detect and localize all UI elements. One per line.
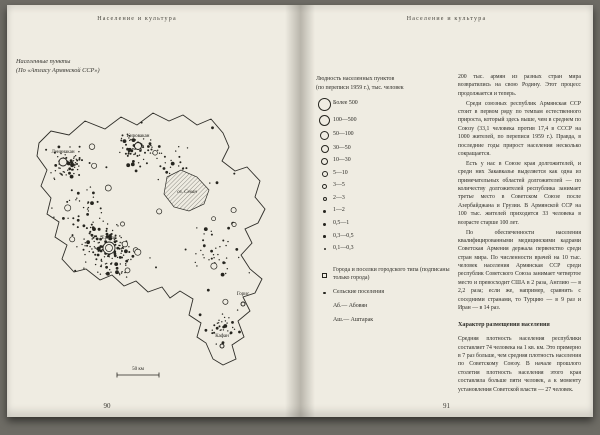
legend-item [316, 182, 450, 190]
legend-item-label: 3—5 [333, 182, 345, 189]
legend-item [316, 131, 450, 140]
body-paragraphs [458, 73, 581, 312]
scale-bar [117, 367, 159, 378]
settlement-size-icon [316, 131, 333, 140]
legend-item-label: 0,1—0,3 [333, 245, 354, 252]
legend-item-label: 2—3 [333, 194, 345, 201]
paragraph: Средняя плотность населения республики составляет 74 человека на 1 кв. км. Это примерно в 7 раз больше, чем средняя плотность населения по Советскому Союзу. В начале прошлого столетия плотность населения этого края составляла больше пяти человек, а к моменту установления Советской власти — 27 человек. [458, 336, 581, 393]
map-caption [16, 57, 100, 76]
legend-item-label: 50—100 [333, 131, 354, 138]
legend-title-line1: Людность населенных пунктов [316, 76, 395, 82]
book-spread [7, 5, 593, 417]
legend-item-label: 1—2 [333, 207, 345, 214]
settlement-size-icon [316, 223, 333, 226]
town-square-icon [316, 273, 333, 278]
map-caption-line2: (По «Атласу Армянской ССР») [16, 67, 100, 75]
legend-title [316, 75, 450, 93]
settlement-size-icon [316, 210, 333, 214]
page-number-right: 91 [443, 402, 450, 410]
page-left [7, 5, 300, 417]
legend-item-label: 0,3—0,5 [333, 232, 354, 239]
settlement-size-icon [316, 158, 333, 165]
legend-item [316, 245, 450, 253]
paragraph: Есть у нас в Союзе края долгожителей, и среди них Закавказье выделяется как одна из примечательных областей долгожителей — по количеству долгожителей республика занимает третье место в Советском Союзе после Азербайджана и Грузии. В Армянской ССР на 100 тыс. жителей приходится 33 человека в возрасте старше 100 лет. [458, 160, 581, 226]
svg-text:Горис: Горис [236, 292, 250, 297]
legend-type-list [316, 267, 450, 325]
svg-text:Ереван: Ереван [101, 236, 117, 241]
paragraph: Среди союзных республик Армянская ССР стоит в первом ряду по темпам естественного прироста, который здесь выше, чем в среднем по Союзу (33,1 человека против 17,4 в СССР на 1000 жителей, по переписи 1959 г.). Правда, в последние годы прирост населения несколько сокращается. [458, 100, 581, 158]
settlement-dots [45, 122, 250, 345]
legend-item [316, 170, 450, 178]
section-heading: Характер размещения населения [458, 322, 550, 329]
legend-item [316, 207, 450, 215]
legend-item [316, 233, 450, 241]
legend-item [316, 157, 450, 165]
svg-text:Ленинакан: Ленинакан [51, 150, 75, 155]
settlement-size-icon [316, 184, 333, 189]
legend-item-label: 0,5—1 [333, 220, 350, 227]
armenia-map [17, 89, 289, 385]
legend-type-label: Сельские поселения [333, 289, 385, 296]
map-labels [51, 134, 249, 348]
legend-item [316, 195, 450, 203]
legend-type-item [316, 267, 450, 283]
settlement-size-icon [316, 115, 333, 126]
page-right [300, 5, 593, 417]
legend-item [316, 98, 450, 111]
map-caption-line1: Населенные пункты [16, 58, 71, 65]
map-content [37, 113, 265, 378]
legend-item [316, 115, 450, 126]
settlement-size-icon [316, 171, 333, 177]
settlement-size-icon [316, 235, 333, 238]
running-head-left: Население и культура [97, 16, 177, 22]
running-head-right: Население и культура [406, 16, 487, 22]
legend-type-label: Аш.— Аштарак [333, 317, 374, 324]
svg-text:Кировакан: Кировакан [126, 134, 150, 139]
legend-type-item [316, 289, 450, 297]
scale-label: 50 км [132, 367, 144, 372]
legend-list [316, 98, 450, 254]
legend-type-label: Аб.— Абовян [333, 303, 368, 310]
body-text-column [458, 73, 581, 396]
settlement-size-icon [316, 98, 333, 111]
svg-text:оз. Севан: оз. Севан [177, 190, 197, 195]
paragraph: По обеспеченности населения квалифицированными медицинскими кадрами Советская Армения держала первенство среди стран мира. По численности врачей на 10 тыс. человек населения Армянская ССР среди республик Советского Союза занимает четвертое место и превосходит США в 2 раза, Англию — в 2,2 раза; если же, например, сравнить с соседними странами, то Турцию — в 9 раз и Иран — в 14 раз. [458, 229, 581, 312]
settlement-size-icon [316, 197, 333, 201]
settlement-size-icon [316, 145, 333, 153]
settlement-size-icon [316, 248, 333, 250]
body-paragraphs-after [458, 335, 581, 394]
legend-type-item [316, 317, 450, 325]
page-number-left: 90 [103, 402, 111, 410]
legend-item [316, 220, 450, 228]
legend-title-line2: (по переписи 1959 г.), тыс. человек [316, 84, 404, 91]
legend-item-label: 30—50 [333, 144, 351, 151]
svg-text:Кафан: Кафан [215, 334, 229, 339]
legend-item-label: 10—30 [333, 157, 351, 164]
legend-item-label: 5—10 [333, 169, 348, 176]
legend-type-item [316, 303, 450, 311]
legend-item [316, 145, 450, 153]
legend-type-label: Города и поселки городского типа (подписаны только города) [333, 267, 450, 282]
village-dot-icon [316, 292, 333, 295]
legend-item-label: Более 500 [333, 100, 358, 107]
map-legend [316, 75, 450, 331]
legend-item-label: 100—500 [333, 116, 357, 123]
paragraph: 200 тыс. армян из разных стран мира возвратились на свою Родину. Этот процесс продолжается и теперь. [458, 74, 581, 97]
